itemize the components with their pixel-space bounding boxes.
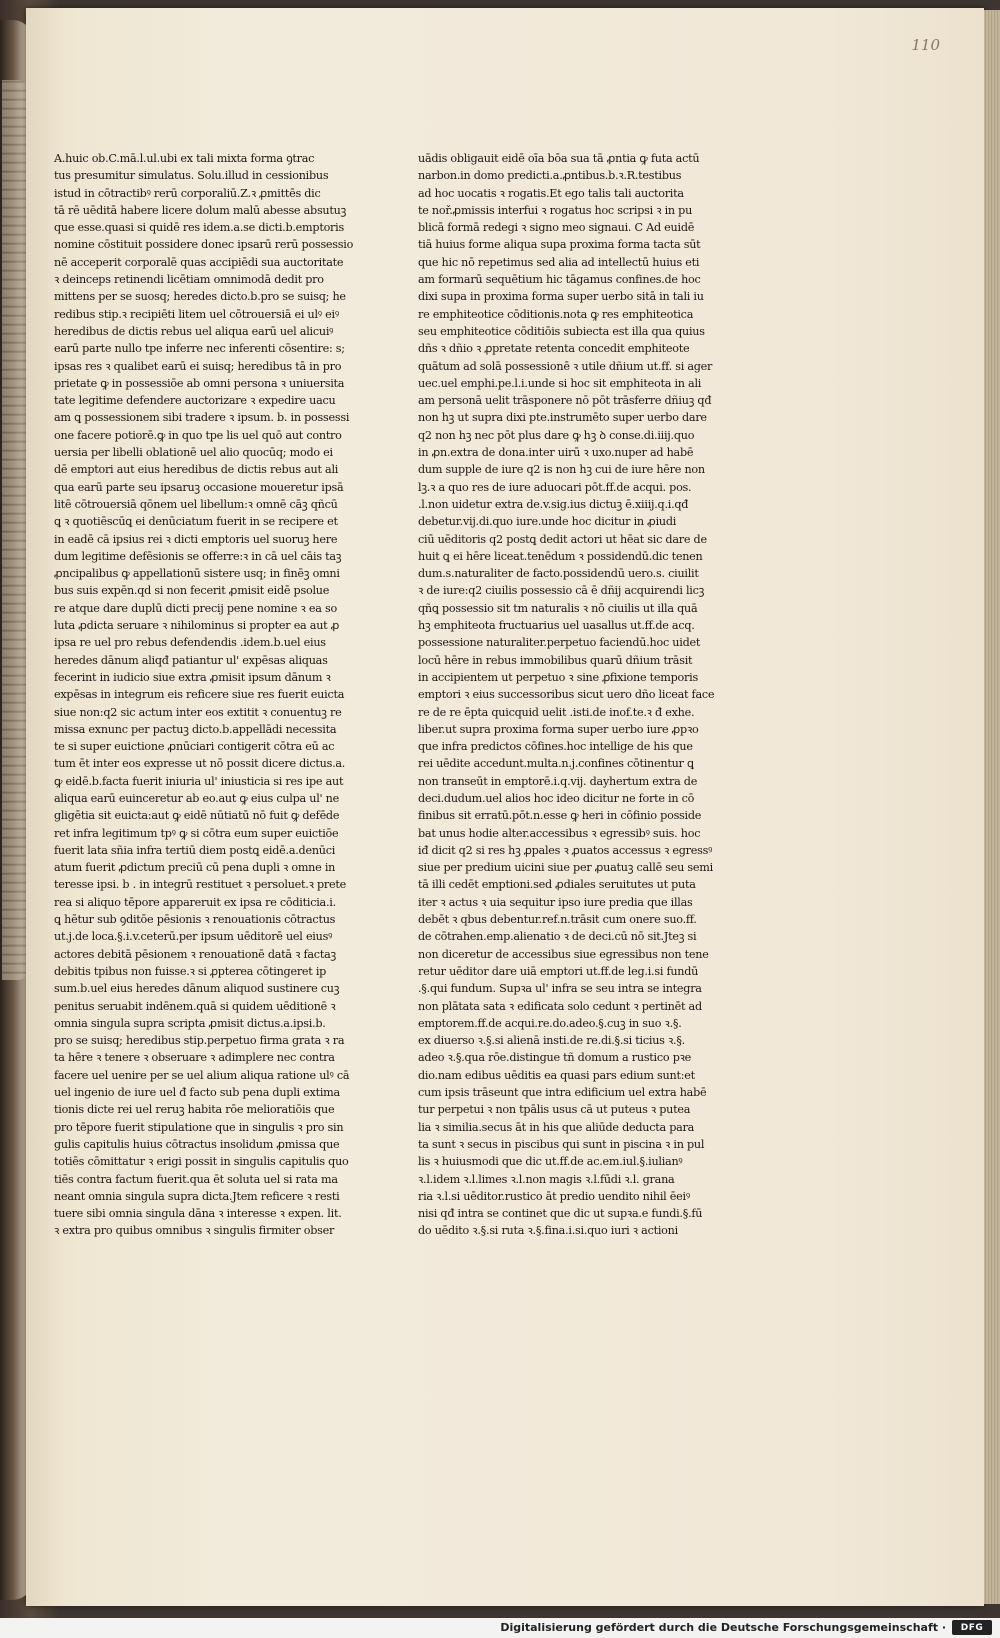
text-line: uersia per libelli oblationē uel alio quocūq; modo ei [54,446,333,460]
text-line: uel ingenio de iure uel đ facto sub pena dupli extima [54,1086,340,1100]
text-line: ꝙ eidē.b.facta fuerit iniuria ul' iniusticia si res ipe aut [54,774,344,788]
folio-number: 110 [911,36,940,54]
text-line: siue per predium uicini siue per ꝓuatuꝫ callē seu semi [418,861,713,875]
text-line: .l.non uidetur extra de.v.sig.ius dictuꝫ ē.xiiij.q.i.qđ [418,497,689,511]
text-line: teresse ipsi. b . in integrū restituet ꝛ persoluet.ꝛ prete [54,878,346,892]
text-line: totiēs cōmittatur ꝛ erigi possit in singulis capitulis quo [54,1155,349,1169]
text-line: tus presumitur simulatus. Solu.illud in cessionibus [54,169,329,183]
text-line: gligētia sit euicta:aut ꝙ eidē nūtiatū nō fuit ꝙ defēde [54,809,340,823]
text-line: ad hoc uocatis ꝛ rogatis.Et ego talis tali auctorita [418,186,684,200]
text-line: redibus stip.ꝛ recipiēti litem uel cōtrouersiā ei ulꝰ eiꝰ [54,307,339,321]
digitization-footer [0,1618,1000,1638]
text-line: blicā formā redegi ꝛ signo meo signaui. C Ad euidē [418,221,695,235]
text-line: qñꝗ possessio sit tm naturalis ꝛ nō ciuilis ut illa quā [418,601,698,615]
text-line: ꝛ extra pro quibus omnibus ꝛ singulis firmiter obser [54,1224,335,1238]
text-line: ꝛ de iure:q2 ciuilis possessio cā ē dñij acquirendi licꝫ [418,584,705,598]
text-line: prietate ꝙ in possessiōe ab omni persona ꝛ uniuersita [54,376,345,390]
text-line: ciū uēditoris q2 postꝗ dedit actori ut hēat sic dare de [418,532,707,546]
text-column-left [54,150,374,1240]
text-line: earū parte nullo tpe inferre nec inferenti cōsentire: s; [54,342,345,356]
text-line: liber.ut supra proxima forma super uerbo iure ꝓpꝛo [418,722,699,736]
text-line: ta sunt ꝛ secus in piscibus qui sunt in piscina ꝛ in pul [418,1137,705,1151]
text-column-right [418,150,738,1240]
text-line: dio.nam edibus uēditis ea quasi pars edium sunt:et [418,1068,695,1082]
text-line: am personā uelit trāsponere nō pōt trāsferre dñiuꝫ qđ [418,394,712,408]
text-line: one facere potiorē.ꝙ in quo tpe lis uel quō aut contro [54,428,342,442]
text-line: siue non:q2 sic actum inter eos extitit ꝛ conuentuꝫ re [54,705,342,719]
text-line: tiēs contra factum fuerit.qua ēt soluta uel si rata ma [54,1172,338,1186]
text-line: lꝫ.ꝛ a quo res de iure aduocari pōt.ff.de acqui. pos. [418,480,692,494]
text-line: omnia singula supra scripta ꝓmisit dictus.a.ipsi.b. [54,1016,326,1030]
text-line: dñs ꝛ dñio ꝛ ꝓpretate retenta concedit emphiteote [418,342,690,356]
text-line: rei uēdite accedunt.multa.n.j.confines cōtinentur ꝗ [418,757,694,771]
text-line: lis ꝛ huiusmodi que dic ut.ff.de ac.em.iul.§.iulianꝰ [418,1155,683,1169]
text-line: deci.dudum.uel alios hoc ideo dicitur ne forte in cō [418,791,695,805]
text-line: debetur.vij.di.quo iure.unde hoc dicitur in ꝓiudi [418,515,677,529]
text-line: tā rē uēditā habere licere dolum malū abesse absutuꝫ [54,203,347,217]
text-line: istud in cōtractibꝰ rerū corporaliū.Z.ꝛ ꝓmittēs dic [54,186,321,200]
text-line: ta hēre ꝛ tenere ꝛ obseruare ꝛ adimplere nec contra [54,1051,335,1065]
text-line: rea si aliquo tēpore appareruit ex ipsa re cōditicia.i. [54,895,336,909]
text-line: qua earū parte seu ipsaruꝫ occasione moueretur ipsā [54,480,344,494]
text-line: non plātata sata ꝛ edificata solo cedunt ꝛ pertinēt ad [418,999,702,1013]
text-line: hꝫ emphiteota fructuarius uel uasallus ut.ff.de acq. [418,619,695,633]
text-line: ipsas res ꝛ qualibet earū ei suisq; heredibus tā in pro [54,359,342,373]
text-line: re emphiteotice cōditionis.nota ꝙ res emphiteotica [418,307,694,321]
text-line: huit ꝗ ei hēre liceat.tenēdum ꝛ possidendū.dic tenen [418,549,703,563]
text-line: dum supple de iure q2 is non hꝫ cui de iure hēre non [418,463,705,477]
text-line: tiā huius forme aliqua supa proxima forma tacta sūt [418,238,701,252]
text-line: mittens per se suosq; heredes dicto.b.pro se suisq; he [54,290,346,304]
facing-page-fragment [2,80,28,980]
book-page [26,8,984,1606]
text-line: expēsas in integrum eis reficere siue res fuerit euicta [54,688,345,702]
text-line: nē acceperit corporalē quas accipiēdi sua auctoritate [54,255,344,269]
text-line: tuere sibi omnia singula dāna ꝛ interesse ꝛ expen. lit. [54,1207,342,1221]
text-line: q2 non hꝫ nec pōt plus dare ꝙ hꝫ ꝺ conse.di.iiij.quo [418,428,695,442]
text-line: uec.uel emphi.pe.l.i.unde si hoc sit emphiteota in ali [418,376,702,390]
text-line: te si super euictione ꝓnūciari contigerit cōtra eū ac [54,740,335,754]
text-line: lia ꝛ similia.secus āt in his que aliūde deducta para [418,1120,695,1134]
text-line: nomine cōstituit possidere donec ipsarū rerū possessio [54,238,354,252]
text-line: ꝛ.l.idem ꝛ.l.limes ꝛ.l.non magis ꝛ.l.fūdi ꝛ.l. grana [418,1172,675,1186]
text-line: penitus seruabit indēnem.quā si quidem uēditionē ꝛ [54,999,336,1013]
text-line: re atque dare duplū dicti precij pene nomine ꝛ ea so [54,601,337,615]
text-line: tum ēt inter eos expresse ut nō possit dicere dictus.a. [54,757,346,771]
text-line: tur perpetui ꝛ non tpālis usus cā ut puteus ꝛ putea [418,1103,691,1117]
text-line: dixi supa in proxima forma super uerbo sitā in tali iu [418,290,704,304]
text-line: emptorem.ff.de acqui.re.do.adeo.§.cuꝫ in suo ꝛ.§. [418,1016,682,1030]
text-line: atum fuerit ꝓdictum preciū cū pena dupli ꝛ omne in [54,861,336,875]
text-line: possessione naturaliter.perpetuo faciendū.hoc uidet [418,636,701,650]
text-line: dum.s.naturaliter de facto.possidendū uero.s. ciuilit [418,567,699,581]
text-line: ꝛ deinceps retinendi licētiam omnimodā dedit pro [54,273,324,287]
text-line: do uēdito ꝛ.§.si ruta ꝛ.§.fina.i.si.quo iuri ꝛ actioni [418,1224,678,1238]
text-line: fuerit lata sñia infra tertiū diem postꝗ eidē.a.denūci [54,843,336,857]
text-line: seu emphiteotice cōditiōis subiecta est illa qua quius [418,324,705,338]
text-line: fecerint in iudicio siue extra ꝓmisit ipsum dānum ꝛ [54,670,331,684]
text-line: dē emptori aut eius heredibus de dictis rebus aut ali [54,463,339,477]
text-line: A.huic ob.C.mā.l.ul.ubi ex tali mixta forma ꝯtrac [54,152,315,165]
text-line: pro se suisq; heredibus stip.perpetuo firma grata ꝛ ra [54,1034,345,1048]
text-line: retur uēditor dare uiā emptori ut.ff.de leg.i.si fundū [418,964,699,978]
text-line: cum ipsis trāseunt que intra edificium uel extra habē [418,1086,707,1100]
text-line: non diceretur de accessibus siue egressibus non tene [418,947,709,961]
text-line: ꝗ hētur sub ꝯditōe pēsionis ꝛ renouationis cōtractus [54,913,336,927]
text-line: in eadē cā ipsius rei ꝛ dicti emptoris uel suoruꝫ here [54,532,338,546]
dfg-logo: DFG [952,1620,992,1635]
text-line: tate legitime defendere auctorizare ꝛ expedire uacu [54,394,336,408]
text-line: missa exnunc per pactuꝫ dicto.b.appellādi necessita [54,722,337,736]
text-line: que infra predictos cōfines.hoc intellige de his que [418,740,693,754]
text-line: ret infra legitimum tpꝰ ꝙ si cōtra eum super euictiōe [54,826,339,840]
text-line: tionis dicte rei uel reruꝫ habita rōe melioratiōis que [54,1103,335,1117]
text-line: ria ꝛ.l.si uēditor.rustico āt predio uendito nihil ēeiꝰ [418,1189,690,1203]
text-line: de cōtrahen.emp.alienatio ꝛ de deci.cū nō sit.Jteꝫ si [418,930,697,944]
text-line: gulis capitulis huius cōtractus insolidum ꝓmissa que [54,1137,340,1151]
text-line: locū hēre in rebus immobilibus quarū dñium trāsit [418,653,693,667]
text-line: .§.qui fundum. Supꝛa ul' infra se seu intra se integra [418,982,702,996]
text-line: ꝗ ꝛ quotiēscūꝗ ei denūciatum fuerit in se recipere et [54,515,338,529]
text-line: heredes dānum aliqđ patiantur ul' expēsas aliquas [54,653,328,667]
text-line: emptori ꝛ eius successoribus sicut uero dño liceat face [418,688,715,702]
text-line: aliqua earū euinceretur ab eo.aut ꝙ eius culpa ul' ne [54,791,340,805]
text-line: uādis obligauit eidē oīa bōa sua tā ꝓntia ꝙ futa actū [418,152,700,165]
text-line: bus suis expēn.qd si non fecerit ꝓmisit eidē psolue [54,584,330,598]
text-line: debitis tpibus non fuisse.ꝛ si ꝓpterea cōtingeret ip [54,964,327,978]
text-line: ipsa re uel pro rebus defendendis .idem.b.uel eius [54,636,326,650]
text-line: dum legitime defēsionis se offerre:ꝛ in cā uel cāis taꝫ [54,549,342,563]
text-line: iter ꝛ actus ꝛ uia sequitur ipso iure predia que illas [418,895,693,909]
text-line: litē cōtrouersiā qōnem uel libellum:ꝛ omnē cāꝫ qñcū [54,497,338,511]
text-line: non transeūt in emptorē.i.q.vij. dayhertum extra de [418,774,698,788]
text-line: quātum ad solā possessionē ꝛ utile dñium ut.ff. si ager [418,359,713,373]
text-line: sum.b.uel eius heredes dānum aliquod sustinere cuꝫ [54,982,340,996]
text-line: narbon.in domo predicti.a.ꝓntibus.b.ꝛ.R.testibus [418,169,682,183]
text-line: non hꝫ ut supra dixi pte.instrumēto super uerbo dare [418,411,707,425]
text-line: am formarū sequētium hic tāgamus confines.de hoc [418,273,701,287]
text-line: te noř.ꝓmissis interfui ꝛ rogatus hoc scripsi ꝛ in pu [418,203,693,217]
text-line: adeo ꝛ.§.qua rōe.distingue tñ domum a rustico pꝛe [418,1051,692,1065]
text-line: luta ꝓdicta seruare ꝛ nihilominus si propter ea aut ꝓ [54,619,340,633]
text-line: debēt ꝛ qbus debentur.ref.n.trāsit cum onere suo.ff. [418,913,697,927]
text-line: pro tēpore fuerit stipulatione que in singulis ꝛ pro sin [54,1120,344,1134]
text-line: iđ dicit q2 si res hꝫ ꝓpales ꝛ ꝓuatos accessus ꝛ egressꝰ [418,843,713,857]
text-line: bat unus hodie alter.accessibus ꝛ egressibꝰ suis. hoc [418,826,701,840]
text-line: am ꝗ possessionem sibi tradere ꝛ ipsum. b. in possessi [54,411,350,425]
text-line: que esse.quasi si quidē res idem.a.se dicti.b.emptoris [54,221,344,235]
text-line: ꝓncipalibus ꝙ appellationū sistere usq; in finēꝫ omni [54,567,340,581]
text-line: finibus sit erratū.pōt.n.esse ꝙ heri in cōfinio posside [418,809,702,823]
text-line: nisi qđ intra se continet que dic ut supꝛa.e fundi.§.fū [418,1207,703,1221]
text-line: neant omnia singula supra dicta.Jtem reficere ꝛ resti [54,1189,340,1203]
footer-credit: Digitalisierung gefördert durch die Deutsche Forschungsgemeinschaft · [500,1621,946,1634]
text-line: heredibus de dictis rebus uel aliqua earū uel alicuiꝰ [54,324,334,338]
text-line: in ꝓn.extra de dona.inter uirū ꝛ uxo.nuper ad habē [418,446,694,460]
text-line: ut.j.de loca.§.i.v.ceterū.per ipsum uēditorē uel eiusꝰ [54,930,333,944]
text-line: in accipientem ut perpetuo ꝛ sine ꝓfixione temporis [418,670,698,684]
text-line: re de re ēpta quicquid uelit .isti.de inof.te.ꝛ đ exhe. [418,705,695,719]
page-stack-edge [984,10,1000,1604]
text-line: actores debitā pēsionem ꝛ renouationē datā ꝛ factaꝫ [54,947,336,961]
text-line: facere uel uenire per se uel alium aliqua ratione ulꝰ cā [54,1068,350,1082]
text-line: ex diuerso ꝛ.§.si alienā insti.de re.di.§.si ticius ꝛ.§. [418,1034,685,1048]
text-line: que hic nō repetimus sed alia ad intellectū huius eti [418,255,700,269]
text-line: tā illi cedēt emptioni.sed ꝓdiales seruitutes ut puta [418,878,696,892]
